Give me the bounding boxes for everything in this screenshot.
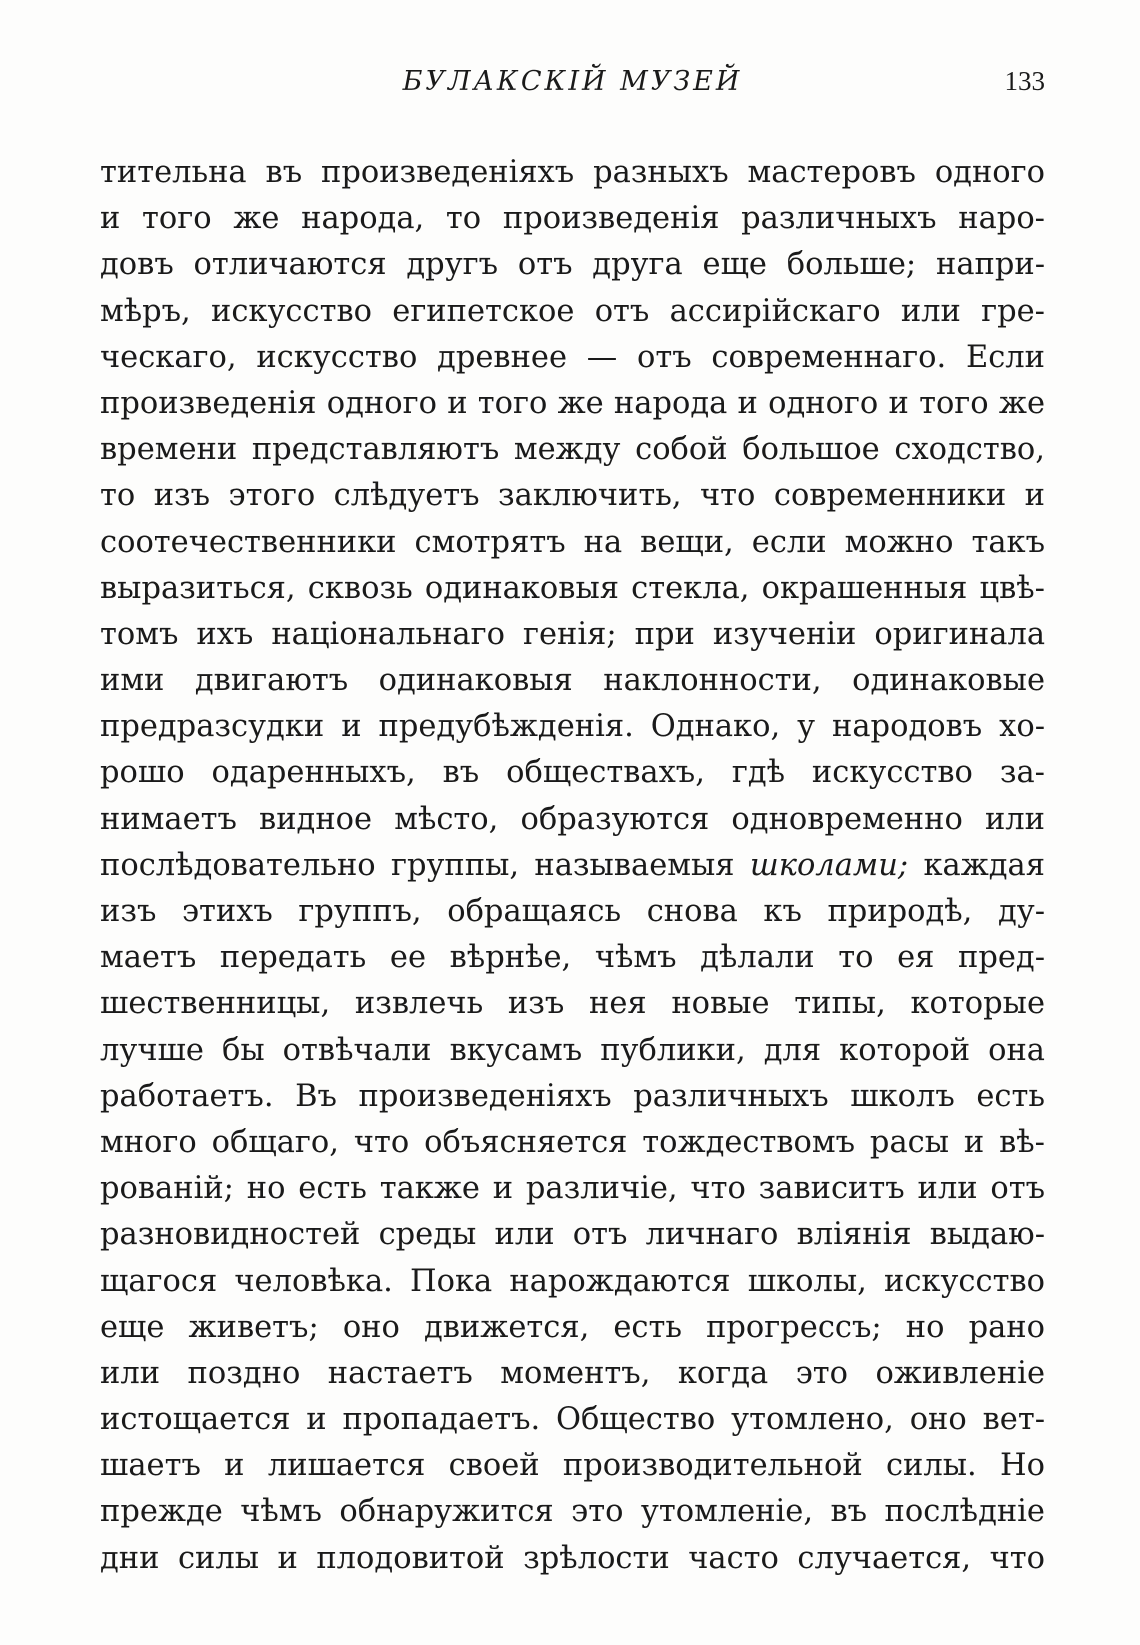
text-line: выразиться, сквозь одинаковыя стекла, окрашенныя цвѣ- [100,570,1045,606]
text-line: дни силы и плодовитой зрѣлости часто случается, что [100,1540,1045,1576]
text-line: нимаетъ видное мѣсто, образуются одновременно или [100,801,1045,837]
text-line: шаетъ и лишается своей производительной силы. Но [100,1448,1045,1484]
text-line: тительна въ произведеніяхъ разныхъ мастеровъ одного [100,155,1045,190]
text-line: рованій; но есть также и различіе, что зависитъ или отъ [100,1171,1045,1207]
emphasized-term: школами; [749,847,909,883]
text-line: лучше бы отвѣчали вкусамъ публики, для которой она [100,1032,1045,1068]
text-line: произведенія одного и того же народа и одного и того же [100,385,1045,421]
text-line: щагося человѣка. Пока нарождаются школы, искусство [100,1263,1045,1299]
text-line: томъ ихъ національнаго генія; при изученіи оригинала [100,616,1045,652]
text-line: времени представляютъ между собой большое сходство, [100,432,1045,468]
text-line: разновидностей среды или отъ личнаго вліянія выдаю- [100,1217,1045,1253]
text-line: соотечественники смотрятъ на вещи, если можно такъ [100,524,1045,560]
text-line: то изъ этого слѣдуетъ заключить, что современники и [100,478,1045,514]
text-line: много общаго, что объясняется тождествомъ расы и вѣ- [100,1124,1045,1160]
text-line: и того же народа, то произведенія различныхъ наро- [100,201,1045,237]
text-line: шественницы, извлечь изъ нея новые типы, которые [100,986,1045,1022]
text-line: истощается и пропадаетъ. Общество утомлено, оно вет- [100,1402,1045,1438]
text-segment: послѣдовательно группы, называемыя [100,847,750,883]
text-line: довъ отличаются другъ отъ друга еще больше; напри- [100,247,1045,283]
text-line: предразсудки и предубѣжденія. Однако, у народовъ хо- [100,709,1045,745]
text-line: рошо одаренныхъ, въ обществахъ, гдѣ искусство за- [100,755,1045,791]
text-line: ческаго, искусство древнее — отъ современнаго. Если [100,339,1045,375]
page-number: 133 [1004,66,1045,96]
text-line: маетъ передать ее вѣрнѣе, чѣмъ дѣлали то ея пред- [100,940,1045,976]
text-line: прежде чѣмъ обнаружится это утомленіе, въ послѣдніе [100,1494,1045,1530]
running-title: БУЛАКСКІЙ МУЗЕЙ [402,66,743,97]
text-line: ими двигаютъ одинаковыя наклонности, одинаковые [100,663,1045,699]
body-text [100,150,1045,1582]
text-line: изъ этихъ группъ, обращаясь снова къ природѣ, ду- [100,894,1045,929]
text-line: или поздно настаетъ моментъ, когда это оживленіе [100,1355,1045,1391]
running-head [100,66,1045,106]
text-line: мѣръ, искусство египетское отъ ассирійскаго или гре- [100,293,1045,329]
text-line: работаетъ. Въ произведеніяхъ различныхъ школъ есть [100,1078,1045,1114]
text-line: еще живетъ; оно движется, есть прогрессъ; но рано [100,1309,1045,1345]
text-segment: каждая [908,847,1045,883]
text-line-with-emphasis [100,843,1045,889]
